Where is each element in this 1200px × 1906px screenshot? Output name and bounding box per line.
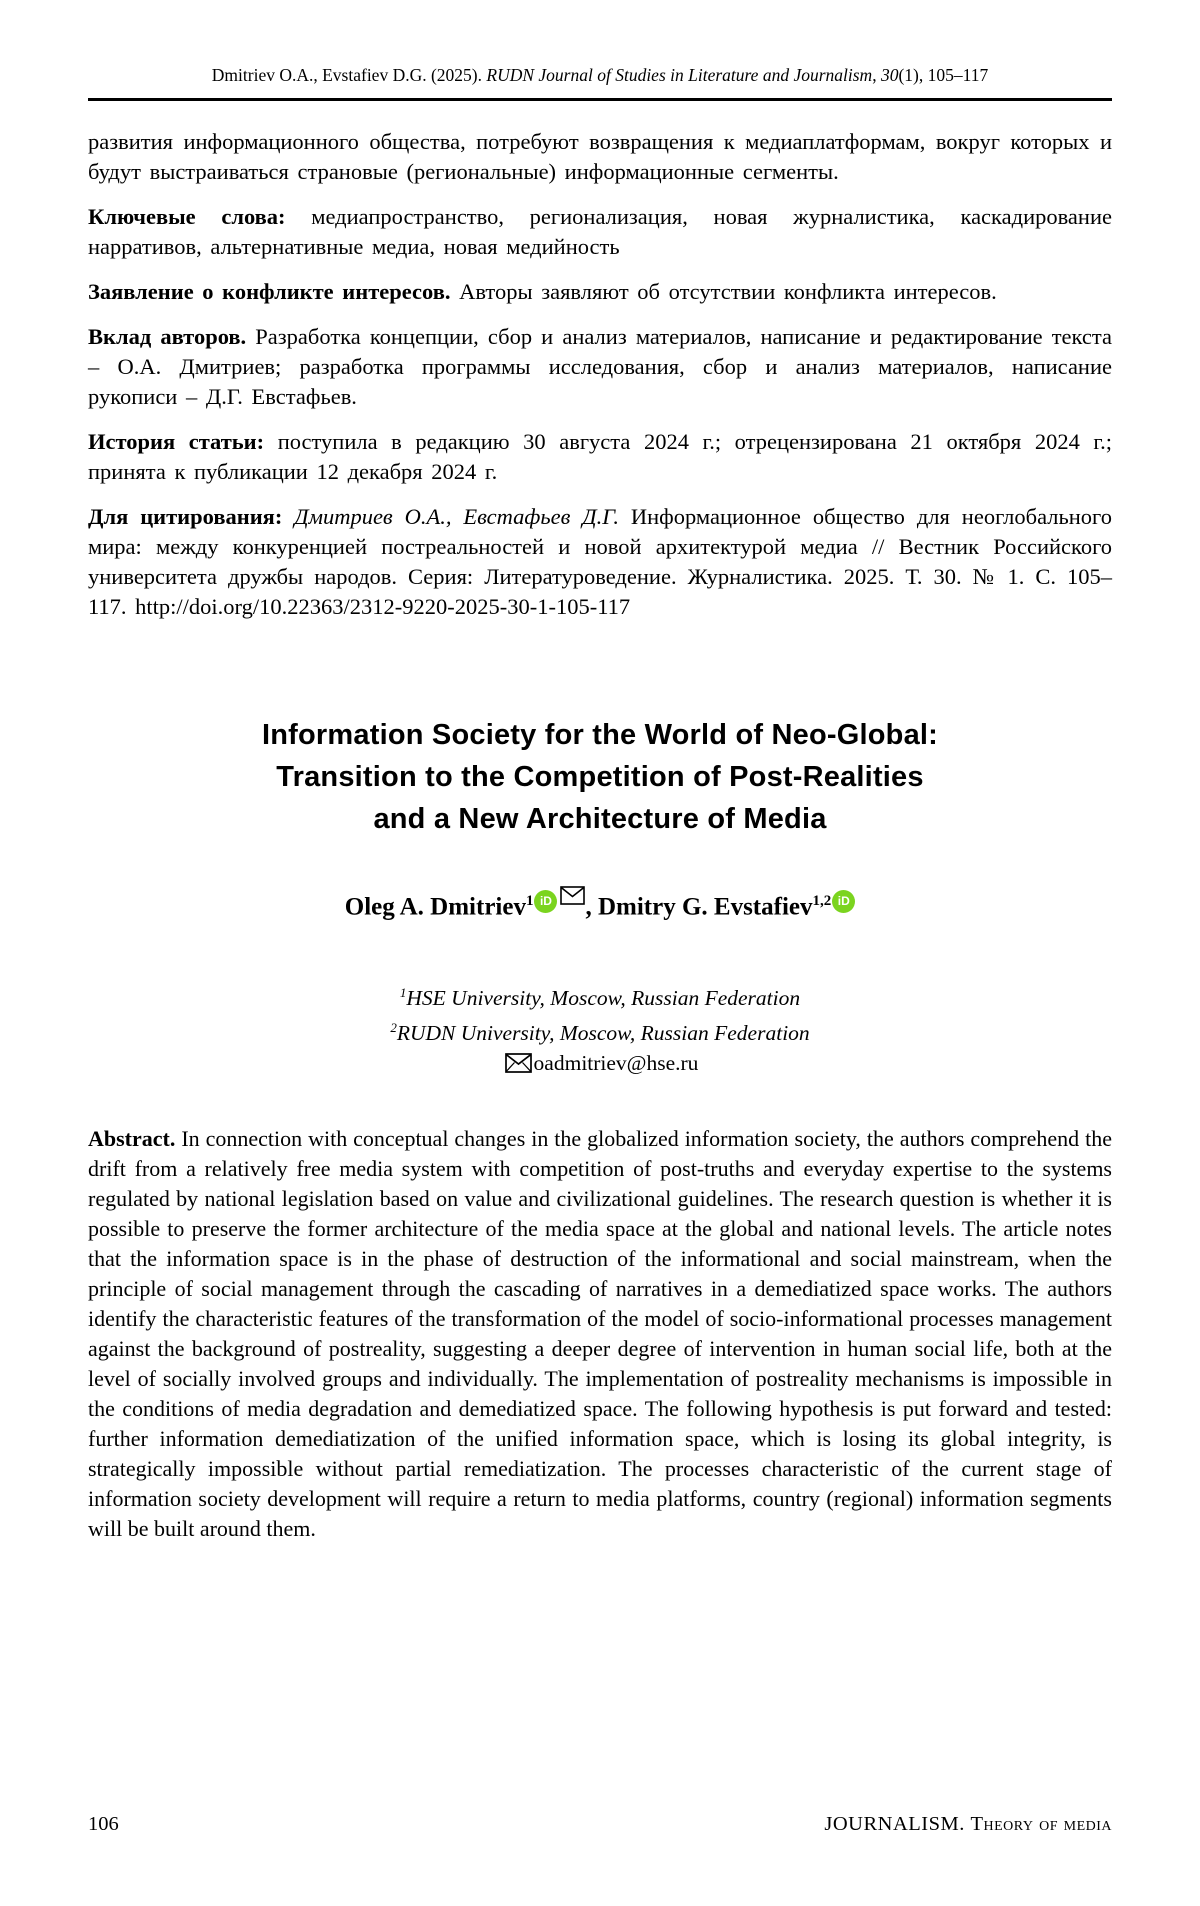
orcid-icon[interactable]: iD <box>534 890 557 913</box>
author-name-1: Oleg A. Dmitriev <box>344 893 526 921</box>
article-title-line-2: Transition to the Competition of Post-Realities <box>276 761 924 793</box>
author-contribution-paragraph: Вклад авторов. Разработка концепции, сбор и анализ материалов, написание и редактирование текста – О.А. Дмитриев; разработка программы исследования, сбор и анализ материалов, написание рукописи – Д.Г. Евстафьев. <box>88 324 1113 409</box>
author-name-2: Dmitry G. Evstafiev <box>597 893 813 921</box>
abstract-paragraph: Abstract. In connection with conceptual changes in the globalized information society, the authors comprehend the drift from a relatively free media system with competition of post-truths and everyday expertise to the systems regulated by national legislation based on value and civilizational guidelines. The research question is whether it is possible to preserve the former architecture of the media space at the global and national levels. The article notes that the information space is in the phase of destruction of the informational and social mainstream, when the principle of social management through the cascading of narratives in a demediatized space works. The authors identify the characteristic features of the transformation of the model of socio-informational processes management against the background of postreality, suggesting a deeper degree of intervention in human social life, both at the level of socially involved groups and individually. The implementation of postreality mechanisms is impossible in the conditions of media degradation and demediatized space. The following hypothesis is put forward and tested: further information demediatization of the unified information space, which is losing its global integrity, is strategically impossible without partial remediatization. The processes characteristic of the current stage of information society development will require a return to media platforms, country (regional) information segments will be built around them. <box>88 1125 1112 1541</box>
journal-section-sub: Theory of media <box>970 1813 1112 1835</box>
orcid-icon[interactable]: iD <box>832 890 855 913</box>
authors-separator: , <box>585 893 598 921</box>
continuation-paragraph: развития информационного общества, потребуют возвращения к медиаплатформам, вокруг которых и будут выстраиваться страновые (региональные) информационные сегменты. <box>88 129 1112 184</box>
affiliation-1-superscript: 1 <box>399 985 407 1001</box>
affiliation-2-text: RUDN University, Moscow, Russian Federation <box>396 1021 810 1046</box>
article-title-line-3: and a New Architecture of Media <box>373 803 827 835</box>
affiliation-line-2 <box>88 1013 1112 1048</box>
keywords-paragraph: Ключевые слова: медиапространство, регионализация, новая журналистика, каскадирование нарративов, альтернативные медиа, новая медийность <box>88 204 1112 259</box>
citation-paragraph: Для цитирования: Дмитриев О.А., Евстафьев Д.Г. Информационное общество для неоглобального мира: между конкуренцией постреальностей и новой архитектурой медиа // Вестник Российского университета дружбы народов. Серия: Литературоведение. Журналистика. 2025. Т. 30. № 1. С. 105–117. http://doi.org/10.22363/2312-9220-2025-30-1-105-117 <box>88 504 1112 619</box>
header-rule <box>88 98 1112 101</box>
running-head: Dmitriev O.A., Evstafiev D.G. (2025). RUDN Journal of Studies in Literature and Journalism, 30(1), 105–117 <box>211 65 989 85</box>
page-number: 106 <box>88 1813 119 1835</box>
affiliation-line-1 <box>88 978 1112 1013</box>
author-2-affiliation-superscript: 1,2 <box>812 893 832 909</box>
journal-section-label <box>824 1813 1112 1836</box>
page-footer <box>88 1813 1112 1836</box>
authors-line <box>88 884 1112 924</box>
email-address[interactable]: oadmitriev@hse.ru <box>533 1050 699 1075</box>
author-1-affiliation-superscript: 1 <box>525 893 534 909</box>
russian-front-matter <box>88 127 1112 622</box>
article-title <box>88 714 1112 840</box>
email-line <box>88 1049 1112 1078</box>
affiliation-1-text: HSE University, Moscow, Russian Federation <box>406 986 801 1011</box>
article-title-line-1: Information Society for the World of Neo-Global: <box>261 719 939 751</box>
affiliation-2-superscript: 2 <box>390 1020 397 1036</box>
abstract-block <box>88 1124 1112 1544</box>
journal-section-main: JOURNALISM. <box>824 1813 965 1835</box>
conflict-of-interest-paragraph: Заявление о конфликте интересов. Авторы заявляют об отсутствии конфликта интересов. <box>88 279 997 304</box>
article-history-paragraph: История статьи: поступила в редакцию 30 августа 2024 г.; отрецензирована 21 октября 2024 г.; принята к публикации 12 декабря 2024 г. <box>88 429 1112 484</box>
affiliations-block <box>88 978 1112 1077</box>
email-icon[interactable] <box>505 1053 532 1073</box>
email-icon[interactable] <box>560 886 585 905</box>
